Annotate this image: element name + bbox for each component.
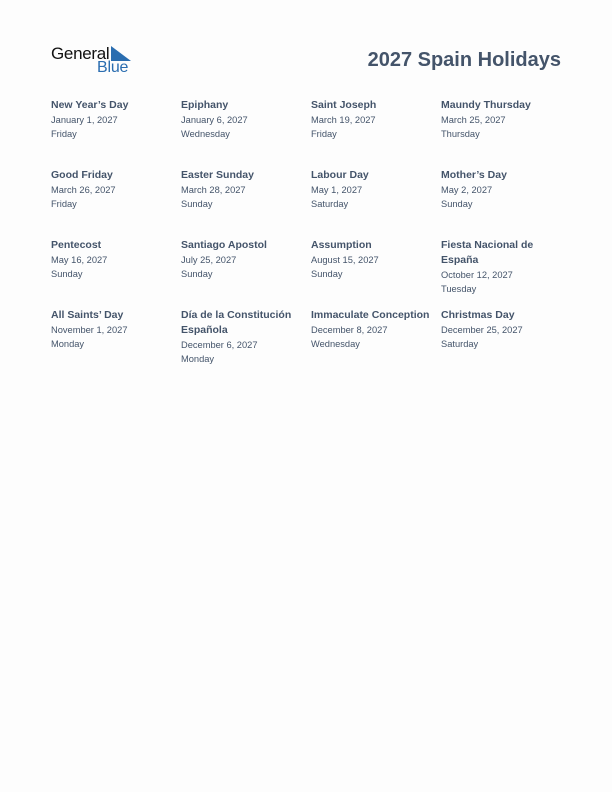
holiday-name: Good Friday [51,169,113,181]
holiday-item [181,238,311,308]
generalblue-logo [51,44,135,78]
holiday-weekday: Friday [311,129,337,139]
holiday-item [311,308,441,378]
holiday-weekday: Saturday [441,339,479,349]
holiday-item [181,168,311,238]
holiday-weekday: Monday [181,354,215,364]
holiday-date: March 28, 2027 [181,185,246,195]
holiday-item [51,308,181,378]
holiday-grid [51,98,571,378]
holiday-item [441,98,571,168]
holiday-item [181,308,311,378]
logo-general-text: General [51,44,110,63]
holiday-item [311,238,441,308]
holiday-item [51,238,181,308]
holiday-weekday: Friday [51,199,77,209]
holiday-date: October 12, 2027 [441,270,513,280]
holiday-weekday: Thursday [441,129,480,139]
holiday-weekday: Wednesday [311,339,360,349]
logo-blue-text: Blue [97,59,129,76]
holiday-weekday: Sunday [181,269,213,279]
holiday-date: December 6, 2027 [181,340,258,350]
holiday-date: March 26, 2027 [51,185,116,195]
holiday-date: January 1, 2027 [51,115,118,125]
holiday-item [311,168,441,238]
holiday-date: May 1, 2027 [311,185,363,195]
holiday-name: Epiphany [181,99,229,111]
holiday-name: New Year’s Day [51,99,129,111]
holiday-item [441,238,571,308]
page-title: 2027 Spain Holidays [367,49,561,71]
holiday-date: August 15, 2027 [311,255,379,265]
holiday-weekday: Wednesday [181,129,230,139]
holiday-name: Día de la Constitución Española [181,309,292,336]
holiday-weekday: Sunday [51,269,83,279]
holiday-name: Pentecost [51,239,102,251]
holiday-item [311,98,441,168]
holiday-name: Saint Joseph [311,99,377,111]
holiday-weekday: Sunday [441,199,473,209]
holiday-name: Assumption [311,239,372,251]
holiday-item [51,168,181,238]
holiday-name: Santiago Apostol [181,239,267,251]
holiday-date: January 6, 2027 [181,115,248,125]
holiday-weekday: Monday [51,339,85,349]
holiday-name: Easter Sunday [181,169,254,181]
holiday-item [441,168,571,238]
holiday-date: March 19, 2027 [311,115,376,125]
holiday-weekday: Tuesday [441,284,477,294]
holiday-weekday: Sunday [181,199,213,209]
holiday-name: Labour Day [311,169,369,181]
holiday-weekday: Sunday [311,269,343,279]
holiday-date: May 16, 2027 [51,255,108,265]
holiday-name: Maundy Thursday [441,99,531,111]
holiday-name: Mother’s Day [441,169,507,181]
holiday-name: All Saints’ Day [51,309,124,321]
holiday-name: Immaculate Conception [311,309,430,321]
holiday-weekday: Friday [51,129,77,139]
holiday-name: Fiesta Nacional de España [441,239,534,266]
holiday-date: December 8, 2027 [311,325,388,335]
holiday-item [181,98,311,168]
holiday-date: December 25, 2027 [441,325,523,335]
holiday-date: July 25, 2027 [181,255,237,265]
holiday-date: May 2, 2027 [441,185,493,195]
holiday-date: March 25, 2027 [441,115,506,125]
holiday-weekday: Saturday [311,199,349,209]
holiday-item [441,308,571,378]
holiday-date: November 1, 2027 [51,325,128,335]
holiday-name: Christmas Day [441,309,515,321]
holiday-item [51,98,181,168]
